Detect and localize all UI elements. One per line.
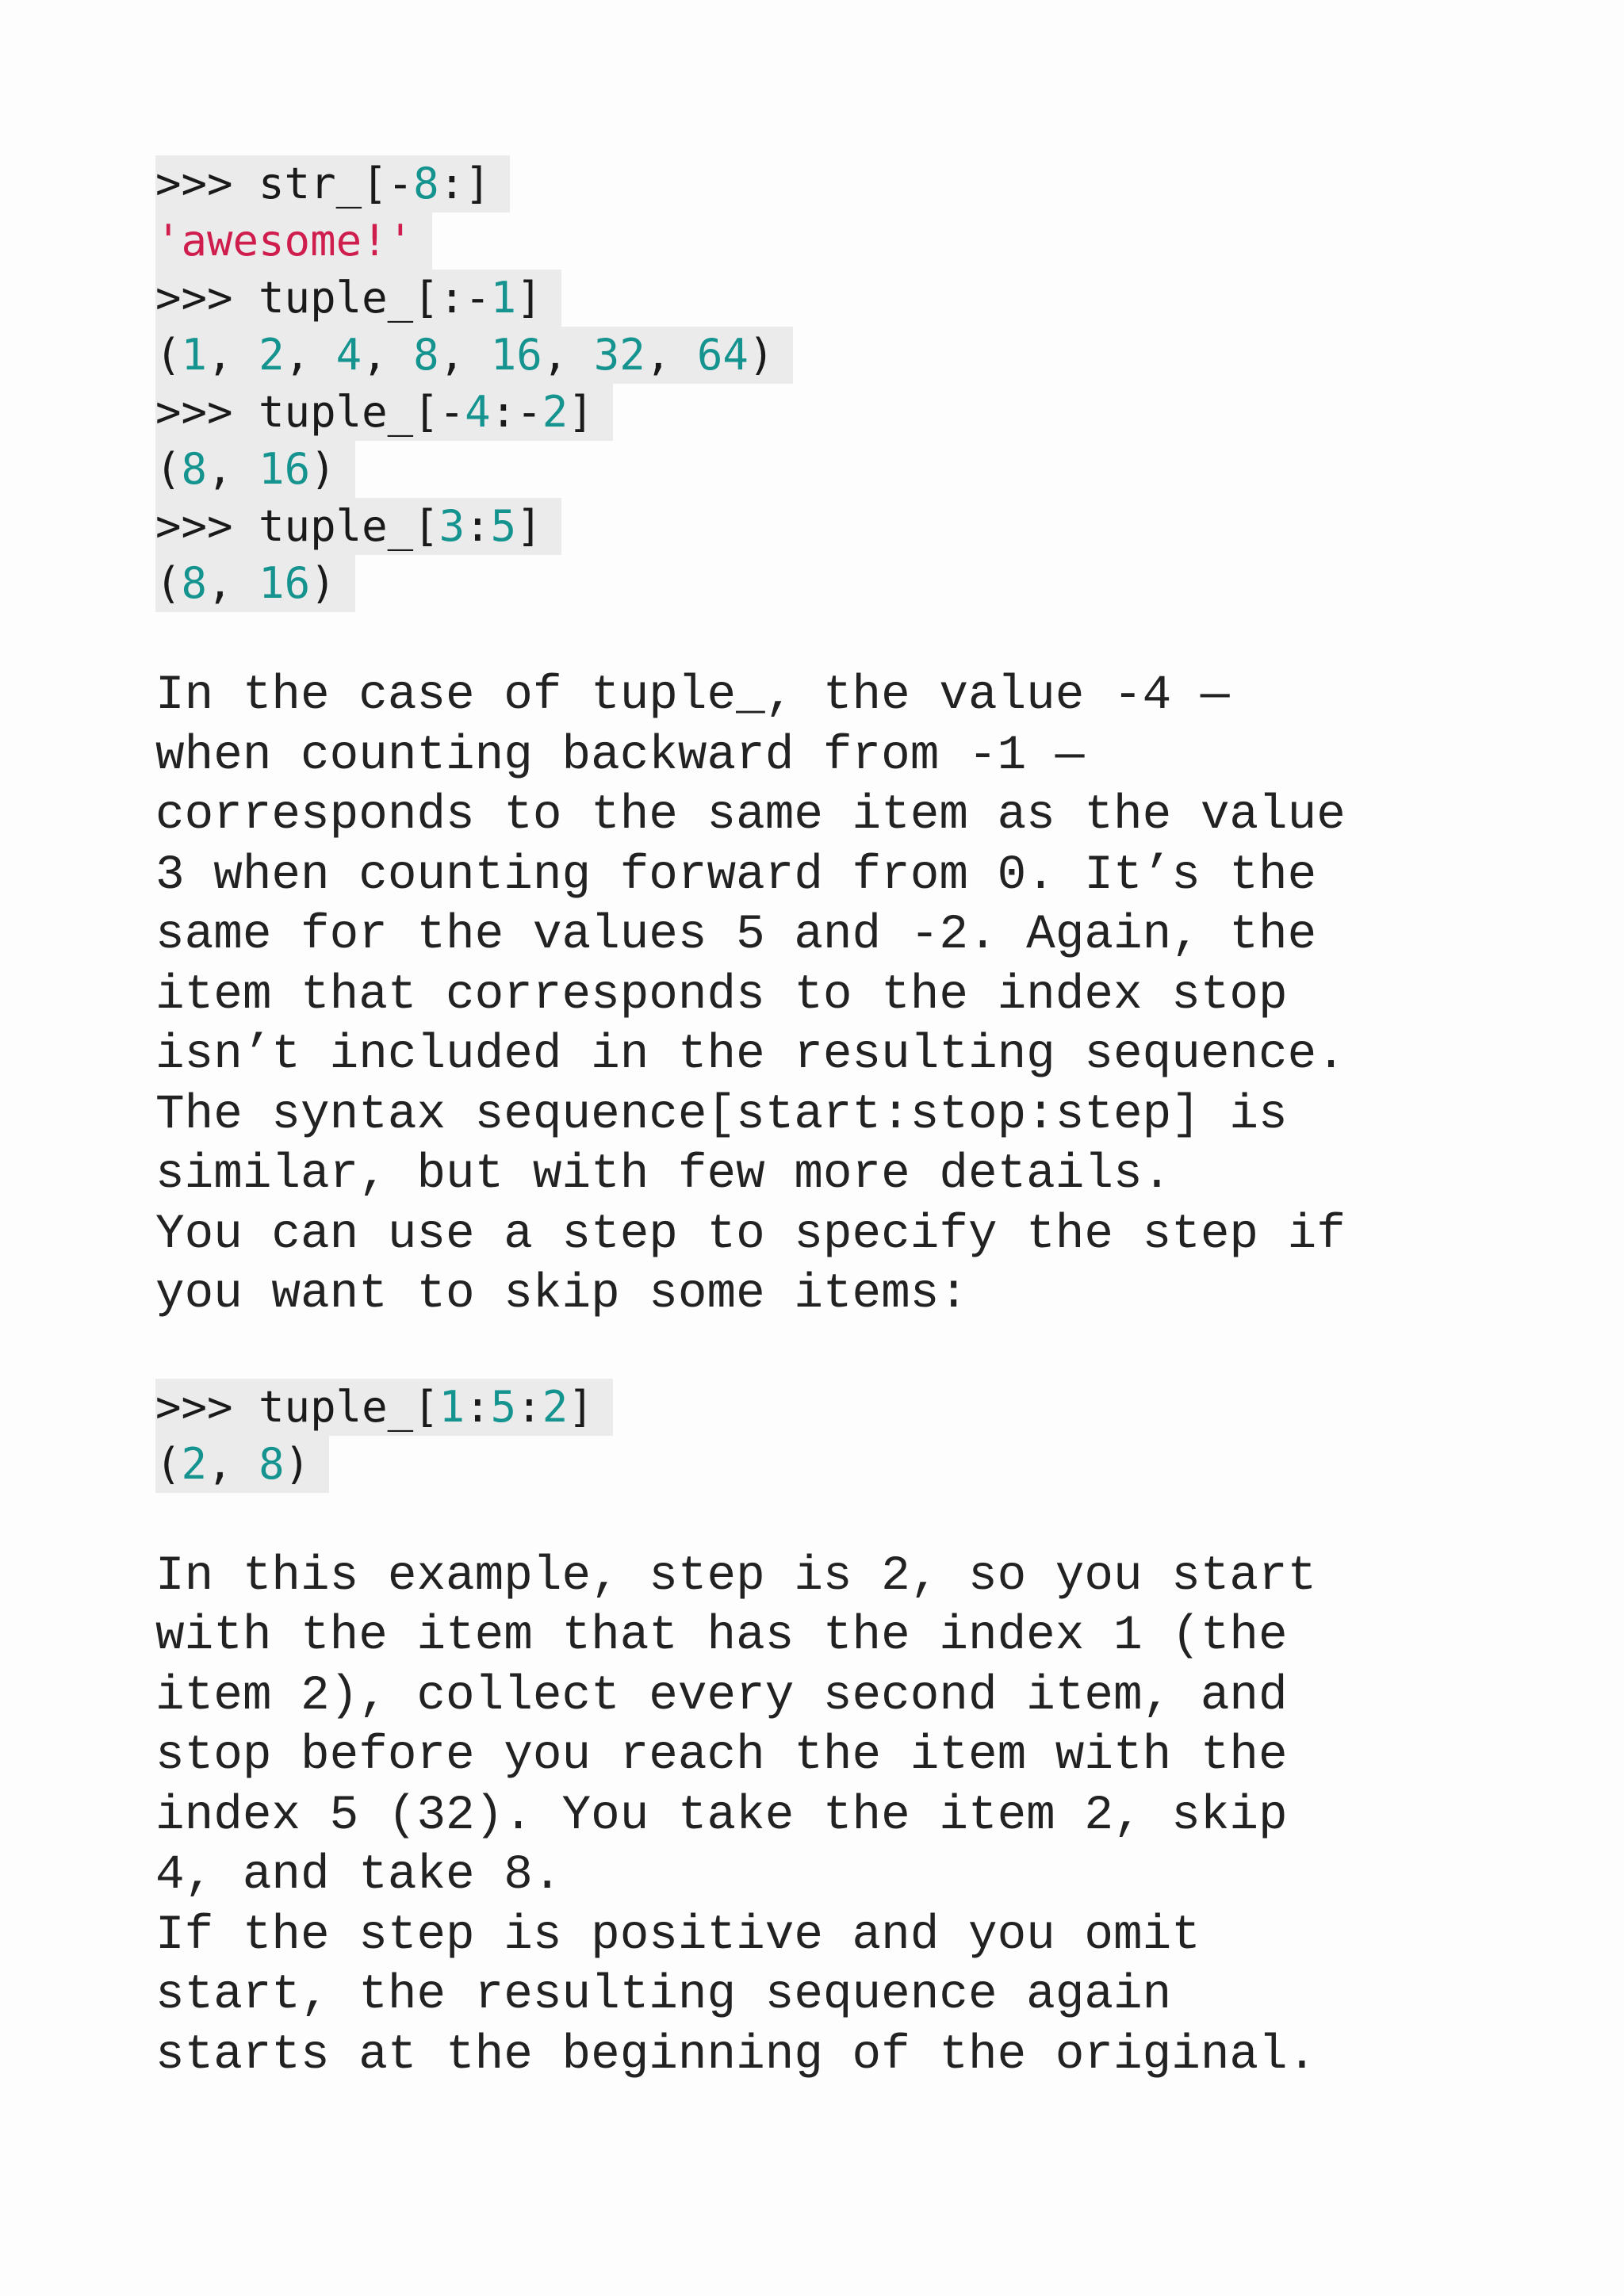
text-line: item 2), collect every second item, and xyxy=(155,1668,1288,1724)
code-number-token: 8 xyxy=(181,558,208,608)
code-number-token: 2 xyxy=(181,1438,208,1489)
code-token: ] xyxy=(516,501,542,551)
code-token: ] xyxy=(568,387,594,437)
code-line-content xyxy=(155,384,613,441)
code-token: : xyxy=(465,1381,491,1432)
text-line: item that corresponds to the index stop xyxy=(155,967,1288,1023)
code-token: , xyxy=(207,1438,259,1489)
code-token: :] xyxy=(439,159,491,209)
code-token: , xyxy=(207,330,259,380)
text-line: corresponds to the same item as the value xyxy=(155,788,1346,843)
code-number-token: 3 xyxy=(439,501,465,551)
code-number-token: 16 xyxy=(490,330,542,380)
code-line xyxy=(155,155,1503,212)
code-line xyxy=(155,441,1503,498)
code-token: ) xyxy=(310,558,336,608)
code-number-token: 8 xyxy=(413,330,439,380)
code-line xyxy=(155,270,1503,327)
code-token: >>> str_[- xyxy=(155,159,414,209)
code-token: >>> tuple_[- xyxy=(155,387,465,437)
paragraph-negative-indices xyxy=(155,666,1503,1325)
code-line-content xyxy=(155,555,355,612)
code-line-content xyxy=(155,155,510,212)
text-line: 3 when counting forward from 0. It’s the xyxy=(155,848,1317,903)
document-page xyxy=(155,155,1503,2085)
code-string-token: 'awesome!' xyxy=(155,216,414,266)
paragraph-step-explanation xyxy=(155,1547,1503,2086)
code-line-content xyxy=(155,212,432,270)
code-token: >>> tuple_[ xyxy=(155,1381,439,1432)
code-line xyxy=(155,384,1503,441)
text-line: with the item that has the index 1 (the xyxy=(155,1609,1288,1663)
code-number-token: 2 xyxy=(542,387,569,437)
code-token: ) xyxy=(310,444,336,494)
code-line-content xyxy=(155,327,793,384)
code-line-content xyxy=(155,270,561,327)
code-number-token: 8 xyxy=(181,444,208,494)
code-line xyxy=(155,212,1503,270)
code-number-token: 5 xyxy=(490,501,517,551)
code-line-content xyxy=(155,1379,613,1436)
code-token: : xyxy=(516,1381,542,1432)
code-line-content xyxy=(155,441,355,498)
text-line: when counting backward from -1 — xyxy=(155,728,1085,783)
code-token: , xyxy=(284,330,336,380)
code-number-token: 4 xyxy=(335,330,362,380)
text-line: starts at the beginning of the original. xyxy=(155,2027,1317,2083)
code-line xyxy=(155,498,1503,555)
code-number-token: 1 xyxy=(181,330,208,380)
code-number-token: 16 xyxy=(259,558,311,608)
code-number-token: 8 xyxy=(259,1438,285,1489)
code-number-token: 2 xyxy=(542,1381,569,1432)
code-block-step-example xyxy=(155,1379,1503,1493)
text-line: 4, and take 8. xyxy=(155,1848,562,1903)
code-line xyxy=(155,1379,1503,1436)
code-token: ( xyxy=(155,444,182,494)
code-line-content xyxy=(155,1436,329,1493)
text-line: In this example, step is 2, so you start xyxy=(155,1548,1317,1604)
text-line: index 5 (32). You take the item 2, skip xyxy=(155,1788,1288,1843)
code-block-slicing-examples xyxy=(155,155,1503,612)
code-token: >>> tuple_[:- xyxy=(155,273,491,323)
code-token: , xyxy=(207,558,259,608)
code-token: : xyxy=(465,501,491,551)
code-line xyxy=(155,327,1503,384)
code-token: :- xyxy=(490,387,542,437)
code-number-token: 4 xyxy=(465,387,491,437)
code-number-token: 8 xyxy=(413,159,439,209)
text-line: The syntax sequence[start:stop:step] is xyxy=(155,1087,1288,1142)
code-token: ( xyxy=(155,1438,182,1489)
code-line xyxy=(155,555,1503,612)
code-number-token: 1 xyxy=(439,1381,465,1432)
code-token: , xyxy=(542,330,594,380)
text-line: You can use a step to specify the step if xyxy=(155,1207,1346,1262)
code-number-token: 16 xyxy=(259,444,311,494)
code-token: , xyxy=(362,330,414,380)
code-number-token: 5 xyxy=(490,1381,517,1432)
code-token: ] xyxy=(516,273,542,323)
text-line: In the case of tuple_, the value -4 — xyxy=(155,668,1230,723)
code-line-content xyxy=(155,498,561,555)
code-token: , xyxy=(439,330,491,380)
code-token: ) xyxy=(284,1438,311,1489)
code-line xyxy=(155,1436,1503,1493)
code-token: ] xyxy=(568,1381,594,1432)
text-line: stop before you reach the item with the xyxy=(155,1728,1288,1783)
code-number-token: 1 xyxy=(490,273,517,323)
code-token: , xyxy=(207,444,259,494)
text-line: same for the values 5 and -2. Again, the xyxy=(155,908,1317,962)
code-number-token: 32 xyxy=(593,330,645,380)
text-line: you want to skip some items: xyxy=(155,1267,968,1322)
code-token: ( xyxy=(155,330,182,380)
text-line: start, the resulting sequence again xyxy=(155,1968,1172,2022)
code-token: ) xyxy=(748,330,775,380)
code-token: >>> tuple_[ xyxy=(155,501,439,551)
text-line: If the step is positive and you omit xyxy=(155,1908,1201,1963)
code-number-token: 2 xyxy=(259,330,285,380)
code-number-token: 64 xyxy=(696,330,749,380)
text-line: isn’t included in the resulting sequence. xyxy=(155,1027,1346,1082)
code-token: ( xyxy=(155,558,182,608)
text-line: similar, but with few more details. xyxy=(155,1147,1172,1202)
code-token: , xyxy=(645,330,697,380)
